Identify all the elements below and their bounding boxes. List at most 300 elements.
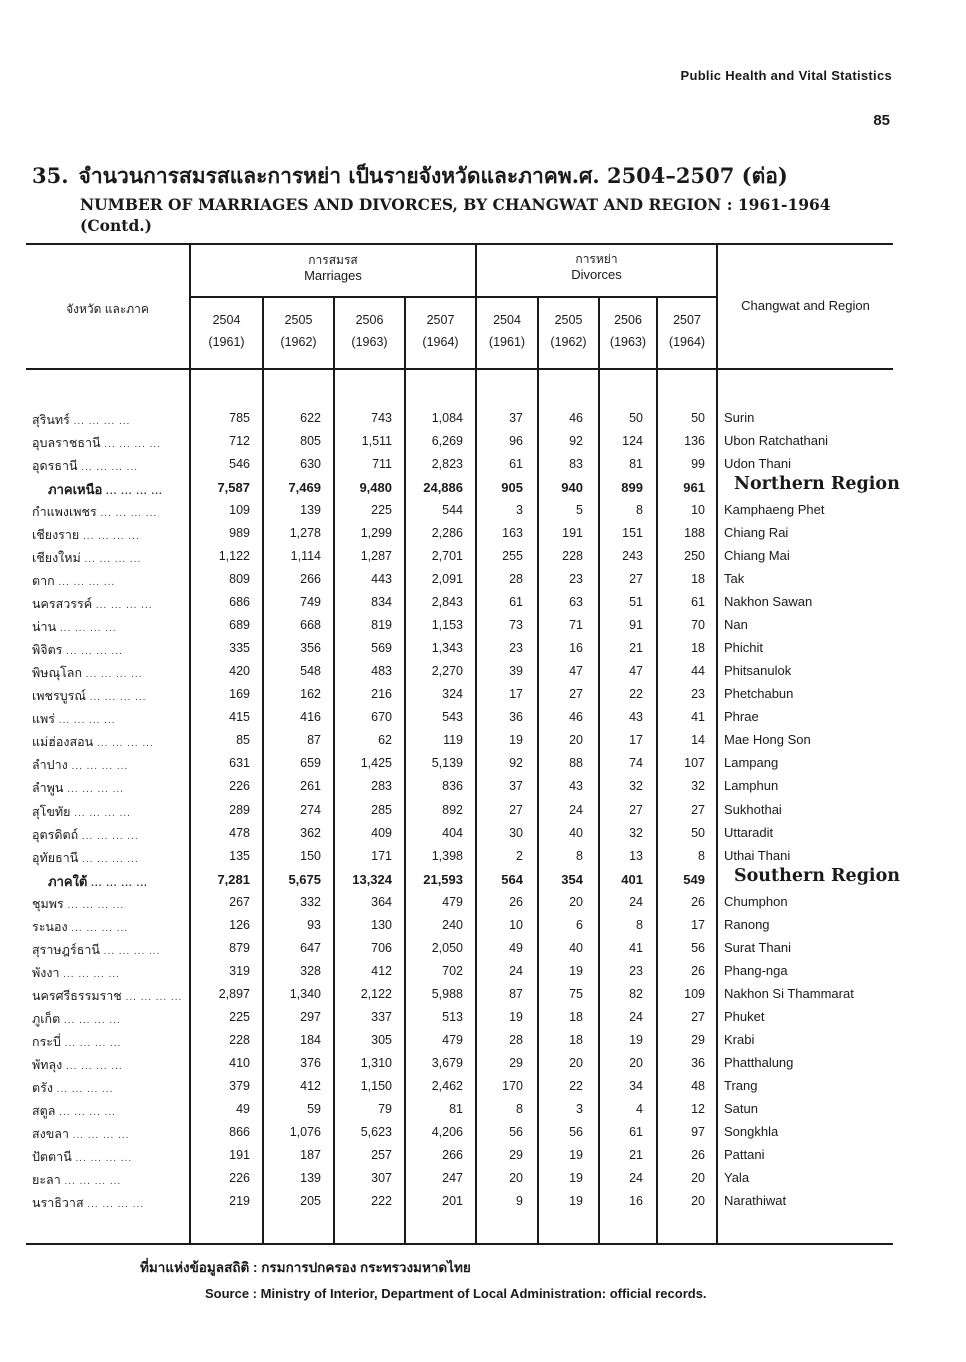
- marriages-header: [191, 253, 475, 284]
- leader-dots: ... ... ... ...: [78, 830, 139, 842]
- marriages-value: 297: [300, 1009, 321, 1024]
- divorces-value: 4: [636, 1101, 643, 1116]
- marriages-value: 630: [300, 457, 321, 472]
- divorces-value: 50: [691, 411, 705, 425]
- marriages-value: 544: [442, 503, 463, 518]
- changwat-name-thai-text: ชุมพร: [32, 896, 64, 911]
- divorces-value: 6: [576, 917, 583, 932]
- marriages-value: 225: [229, 1009, 250, 1024]
- right-stub-header: [718, 298, 893, 314]
- year-header-cell: [191, 310, 262, 354]
- marriages-value: 409: [371, 825, 392, 840]
- changwat-name-thai-text: สุราษฎร์ธานี: [32, 942, 100, 957]
- divorces-value: 97: [691, 1124, 705, 1139]
- leader-dots: ... ... ... ...: [54, 577, 116, 589]
- divorces-value: 961: [683, 480, 705, 496]
- marriages-value: 711: [372, 457, 392, 472]
- divorces-value: 74: [629, 756, 643, 771]
- year-buddhist-era: 2504: [212, 313, 241, 327]
- marriages-value: 805: [300, 434, 321, 449]
- marriages-value: 289: [229, 802, 250, 817]
- changwat-name-thai-text: เพชรบูรณ์: [32, 689, 86, 704]
- changwat-name-thai-text: อุทัยธานี: [32, 850, 79, 865]
- marriages-value: 266: [442, 1147, 463, 1162]
- marriages-value: 2,897: [218, 986, 250, 1001]
- year-common-era: (1963): [351, 334, 388, 349]
- changwat-name-thai: [32, 848, 184, 868]
- changwat-name-thai: [32, 617, 184, 637]
- divorces-value: 96: [509, 434, 523, 449]
- changwat-name-thai: [32, 571, 184, 591]
- leader-dots: ... ... ... ...: [55, 715, 116, 727]
- year-buddhist-era: 2505: [284, 313, 313, 327]
- divorces-value: 63: [569, 595, 583, 610]
- divorces-value: 2: [516, 848, 523, 863]
- marriages-value: 81: [449, 1101, 463, 1116]
- table-row: [26, 545, 893, 568]
- divorces-value: 27: [629, 572, 643, 587]
- divorces-value: 44: [691, 664, 705, 679]
- marriages-value: 184: [300, 1032, 321, 1047]
- marriages-value: 319: [229, 963, 250, 978]
- divorces-value: 41: [629, 940, 643, 955]
- divorces-value: 24: [629, 894, 643, 909]
- year-buddhist-era: 2506: [614, 313, 642, 327]
- leader-dots: ... ... ... ...: [79, 531, 140, 543]
- marriages-value: 305: [371, 1032, 392, 1047]
- changwat-name-thai: [32, 917, 184, 937]
- marriages-value: 3,679: [431, 1055, 463, 1070]
- leader-dots: ... ... ... ...: [55, 1106, 116, 1118]
- divorces-value: 9: [516, 1194, 523, 1209]
- divorces-value: 47: [569, 664, 583, 679]
- divorces-value: 19: [509, 733, 523, 748]
- divorces-value: 899: [621, 480, 643, 496]
- divorces-value: 19: [569, 1147, 583, 1162]
- leader-dots: ... ... ... ...: [63, 784, 124, 796]
- marriages-value: 836: [442, 779, 463, 794]
- changwat-name-thai: [32, 525, 184, 545]
- marriages-value: 410: [229, 1055, 250, 1070]
- table-row: [26, 1144, 893, 1167]
- divorces-value: 43: [569, 779, 583, 794]
- year-buddhist-era: 2506: [355, 313, 384, 327]
- table-row: [26, 1167, 893, 1190]
- divorces-value: 28: [509, 572, 523, 587]
- changwat-name-thai-text: สงขลา: [32, 1126, 69, 1141]
- divorces-value: 401: [621, 871, 643, 887]
- divorces-value: 20: [569, 894, 583, 909]
- divorces-value: 19: [569, 963, 583, 978]
- changwat-name-thai: [32, 1101, 184, 1121]
- divorces-value: 29: [691, 1032, 705, 1047]
- changwat-name-english: Phetchabun: [724, 686, 794, 702]
- marriages-value: 1,084: [431, 411, 463, 425]
- divorces-value: 27: [629, 802, 643, 817]
- table-row: [26, 914, 893, 937]
- table-row: [26, 799, 893, 822]
- changwat-name-thai-text: กระบี่: [32, 1034, 61, 1049]
- changwat-name-english: Phitsanulok: [724, 663, 792, 679]
- marriages-value: 420: [229, 664, 250, 679]
- divorces-value: 26: [509, 894, 523, 909]
- marriages-value: 5,675: [288, 871, 321, 887]
- marriages-value: 2,091: [431, 572, 463, 587]
- divorces-value: 26: [691, 1147, 705, 1162]
- changwat-name-english: Nan: [724, 617, 748, 633]
- changwat-name-thai-text: อุตรดิตถ์: [32, 827, 79, 842]
- marriages-value: 785: [229, 411, 250, 425]
- marriages-value: 93: [307, 917, 321, 932]
- marriages-value: 879: [229, 940, 250, 955]
- divorces-value: 36: [691, 1055, 705, 1070]
- changwat-name-thai-text: ภาคใต้: [48, 873, 88, 889]
- marriages-value: 222: [371, 1194, 392, 1209]
- divorces-value: 20: [691, 1194, 705, 1209]
- marriages-value: 659: [300, 756, 321, 771]
- marriages-value: 546: [229, 457, 250, 472]
- table-row: [26, 752, 893, 775]
- year-common-era: (1964): [422, 334, 459, 349]
- leader-dots: ... ... ... ...: [85, 692, 147, 704]
- page-number: 85: [873, 112, 890, 129]
- year-buddhist-era: 2507: [673, 313, 701, 327]
- leader-dots: ... ... ... ...: [77, 462, 138, 474]
- group-header-rule: [191, 296, 717, 298]
- changwat-name-english: Phatthalung: [724, 1054, 794, 1070]
- divorces-value: 23: [569, 572, 583, 587]
- year-header-cell: [658, 310, 716, 354]
- changwat-name-thai: [32, 410, 184, 430]
- year-common-era: (1964): [668, 334, 706, 349]
- year-header-cell: [264, 310, 333, 354]
- marriages-value: 2,843: [431, 595, 463, 610]
- marriages-value: 135: [229, 848, 250, 863]
- leader-dots: ... ... ... ...: [67, 922, 129, 934]
- marriages-value: 205: [300, 1194, 321, 1209]
- marriages-value: 479: [442, 1032, 463, 1047]
- table-row: [26, 1190, 893, 1213]
- divorces-value: 8: [576, 848, 583, 863]
- marriages-value: 171: [371, 848, 392, 863]
- leader-dots: ... ... ... ...: [78, 853, 139, 865]
- divorces-value: 17: [691, 917, 705, 932]
- divorces-header-thai: การหย่า: [575, 252, 618, 266]
- year-header-cell: [406, 310, 475, 354]
- year-common-era: (1963): [609, 334, 647, 349]
- divorces-value: 51: [629, 595, 643, 610]
- divorces-value: 14: [691, 733, 705, 748]
- marriages-value: 866: [229, 1124, 250, 1139]
- divorces-value: 250: [684, 549, 705, 564]
- divorces-value: 37: [509, 411, 523, 425]
- divorces-value: 22: [569, 1078, 583, 1093]
- divorces-value: 56: [569, 1124, 583, 1139]
- marriages-value: 416: [300, 710, 321, 725]
- divorces-value: 19: [509, 1009, 523, 1024]
- divorces-value: 32: [691, 779, 705, 794]
- marriages-value: 87: [307, 733, 321, 748]
- leader-dots: ... ... ... ...: [87, 877, 148, 889]
- changwat-name-thai-text: พิจิตร: [32, 643, 63, 658]
- changwat-name-thai: [48, 871, 200, 892]
- marriages-value: 1,398: [431, 848, 463, 863]
- marriages-value: 706: [371, 940, 392, 955]
- marriages-value: 2,286: [431, 526, 463, 541]
- marriages-value: 226: [229, 779, 250, 794]
- table-row: [26, 1121, 893, 1144]
- changwat-name-thai-text: ภาคเหนือ: [48, 482, 103, 498]
- stub-header-thai: จังหวัด และภาค: [66, 302, 149, 316]
- divorces-value: 23: [509, 641, 523, 656]
- changwat-name-thai: [48, 479, 200, 500]
- divorces-value: 29: [509, 1055, 523, 1070]
- table-row: [26, 407, 893, 430]
- marriages-value: 2,823: [431, 457, 463, 472]
- source-english: Source : Ministry of Interior, Department of Local Administration: official records.: [205, 1286, 707, 1301]
- divorces-value: 56: [691, 940, 705, 955]
- marriages-value: 1,278: [289, 526, 321, 541]
- marriages-value: 62: [378, 733, 392, 748]
- changwat-name-thai: [32, 1124, 184, 1144]
- changwat-name-english: Phuket: [724, 1008, 765, 1024]
- marriages-value: 335: [229, 641, 250, 656]
- table-row: [26, 983, 893, 1006]
- divorces-value: 18: [569, 1032, 583, 1047]
- marriages-value: 569: [371, 641, 392, 656]
- changwat-name-thai: [32, 1170, 184, 1190]
- changwat-name-english: Ranong: [724, 916, 770, 932]
- changwat-name-english: Nakhon Si Thammarat: [724, 985, 854, 1001]
- title-english: NUMBER OF MARRIAGES AND DIVORCES, BY CHANGWAT AND REGION : 1961-1964: [80, 195, 831, 214]
- table-top-rule: [26, 243, 893, 245]
- marriages-value: 712: [229, 434, 250, 449]
- year-buddhist-era: 2504: [493, 313, 521, 327]
- marriages-value: 219: [229, 1194, 250, 1209]
- changwat-name-thai-text: น่าน: [32, 620, 57, 635]
- marriages-value: 1,114: [290, 549, 321, 564]
- leader-dots: ... ... ... ...: [56, 623, 117, 635]
- changwat-name-english: Narathiwat: [724, 1193, 787, 1209]
- marriages-value: 24,886: [423, 480, 463, 496]
- changwat-name-thai: [32, 802, 184, 822]
- changwat-name-thai: [32, 778, 184, 798]
- changwat-name-thai-text: แม่ฮ่องสอน: [32, 735, 94, 750]
- divorces-value: 71: [569, 618, 583, 633]
- divorces-value: 92: [569, 434, 583, 449]
- changwat-name-thai-text: พิษณุโลก: [32, 666, 83, 681]
- region-row: [26, 865, 900, 891]
- marriages-value: 1,340: [289, 986, 321, 1001]
- changwat-name-english: Yala: [724, 1169, 750, 1185]
- marriages-value: 49: [236, 1101, 250, 1116]
- table-row: [26, 568, 893, 591]
- changwat-name-thai-text: เชียงใหม่: [32, 551, 81, 566]
- changwat-name-thai: [32, 1147, 184, 1167]
- divorces-value: 75: [569, 986, 583, 1001]
- divorces-value: 21: [629, 1147, 643, 1162]
- running-header: Public Health and Vital Statistics: [680, 68, 892, 83]
- marriages-value: 228: [229, 1032, 250, 1047]
- table-row: [26, 637, 893, 660]
- marriages-value: 362: [300, 825, 321, 840]
- marriages-value: 13,324: [352, 871, 392, 887]
- changwat-name-thai: [32, 433, 184, 453]
- changwat-name-thai: [32, 1193, 184, 1213]
- table-row: [26, 1098, 893, 1121]
- marriages-value: 9,480: [359, 480, 392, 496]
- divorces-value: 107: [684, 756, 705, 771]
- divorces-value: 46: [569, 411, 583, 425]
- divorces-value: 191: [562, 526, 583, 541]
- divorces-value: 26: [691, 894, 705, 909]
- divorces-value: 29: [509, 1147, 523, 1162]
- marriages-value: 2,050: [431, 940, 463, 955]
- leader-dots: ... ... ... ...: [96, 508, 158, 520]
- marriages-value: 226: [229, 1170, 250, 1185]
- marriages-value: 85: [236, 733, 250, 748]
- divorces-value: 27: [691, 1009, 705, 1024]
- marriages-value: 2,462: [431, 1078, 463, 1093]
- divorces-value: 82: [629, 986, 643, 1001]
- changwat-name-english: Surat Thani: [724, 939, 791, 955]
- changwat-name-thai-text: กำแพงเพชร: [32, 505, 97, 520]
- divorces-value: 5: [576, 503, 583, 518]
- table-row: [26, 1052, 893, 1075]
- changwat-name-thai-text: สุโขทัย: [32, 804, 71, 819]
- marriages-value: 21,593: [423, 871, 463, 887]
- divorces-value: 24: [629, 1009, 643, 1024]
- marriages-value: 412: [371, 963, 392, 978]
- year-common-era: (1961): [488, 334, 526, 349]
- divorces-value: 37: [509, 779, 523, 794]
- statistics-table: [26, 243, 900, 1246]
- divorces-value: 27: [509, 802, 523, 817]
- changwat-name-english: Krabi: [724, 1031, 755, 1047]
- changwat-name-thai: [32, 894, 184, 914]
- divorces-value: 3: [516, 503, 523, 518]
- marriages-value: 2,270: [431, 664, 463, 679]
- table-row: [26, 683, 893, 706]
- changwat-name-english: Phrae: [724, 709, 759, 725]
- divorces-value: 20: [691, 1170, 705, 1185]
- marriages-value: 283: [371, 779, 392, 794]
- leader-dots: ... ... ... ...: [68, 1129, 130, 1141]
- leader-dots: ... ... ... ...: [67, 761, 129, 773]
- changwat-name-english: Phang-nga: [724, 962, 788, 978]
- table-row: [26, 937, 893, 960]
- divorces-value: 19: [629, 1032, 643, 1047]
- marriages-value: 79: [378, 1101, 392, 1116]
- changwat-name-thai: [32, 1078, 184, 1098]
- year-header-cell: [600, 310, 656, 354]
- marriages-value: 130: [371, 917, 392, 932]
- marriages-value: 150: [300, 848, 321, 863]
- divorces-value: 8: [636, 503, 643, 518]
- marriages-value: 247: [442, 1170, 463, 1185]
- marriages-value: 689: [229, 618, 250, 633]
- divorces-value: 27: [569, 687, 583, 702]
- divorces-value: 17: [629, 733, 643, 748]
- changwat-name-thai-text: ลำปาง: [32, 758, 68, 773]
- changwat-name-english: Uthai Thani: [724, 847, 791, 863]
- marriages-value: 216: [371, 687, 392, 702]
- year-common-era: (1962): [280, 334, 317, 349]
- divorces-value: 61: [629, 1124, 643, 1139]
- marriages-value: 7,281: [217, 871, 250, 887]
- changwat-name-thai: [32, 755, 184, 775]
- table-bottom-rule: [26, 1243, 893, 1245]
- marriages-value: 191: [229, 1147, 250, 1162]
- changwat-name-thai: [32, 963, 184, 983]
- marriages-value: 337: [371, 1009, 392, 1024]
- marriages-value: 668: [300, 618, 321, 633]
- marriages-value: 5,988: [431, 986, 463, 1001]
- table-row: [26, 891, 893, 914]
- marriages-value: 307: [371, 1170, 392, 1185]
- changwat-name-thai-text: แพร่: [32, 712, 56, 727]
- divorces-value: 136: [684, 434, 705, 449]
- leader-dots: ... ... ... ...: [52, 1083, 114, 1095]
- table-row: [26, 845, 893, 868]
- marriages-value: 332: [300, 894, 321, 909]
- changwat-name-thai: [32, 709, 184, 729]
- divorces-value: 34: [629, 1078, 643, 1093]
- table-row: [26, 453, 893, 476]
- marriages-value: 59: [307, 1101, 321, 1116]
- marriages-value: 622: [300, 411, 321, 425]
- marriages-value: 119: [443, 733, 463, 748]
- changwat-name-thai: [32, 686, 184, 706]
- year-buddhist-era: 2507: [426, 313, 455, 327]
- marriages-header-english: Marriages: [304, 268, 362, 283]
- divorces-value: 91: [629, 618, 643, 633]
- marriages-value: 989: [229, 526, 250, 541]
- divorces-value: 23: [629, 963, 643, 978]
- leader-dots: ... ... ... ...: [60, 1014, 121, 1026]
- marriages-value: 702: [442, 963, 463, 978]
- divorces-value: 36: [509, 710, 523, 725]
- marriages-value: 1,310: [360, 1055, 392, 1070]
- marriages-value: 201: [442, 1194, 463, 1209]
- changwat-name-english: Chiang Mai: [724, 548, 790, 564]
- year-common-era: (1961): [208, 334, 245, 349]
- marriages-value: 404: [442, 825, 463, 840]
- divorces-value: 18: [691, 572, 705, 587]
- marriages-value: 415: [229, 710, 250, 725]
- region-name-english: Northern Region: [734, 474, 900, 495]
- changwat-name-english: Lampang: [724, 755, 779, 771]
- marriages-value: 743: [371, 411, 392, 425]
- divorces-value: 24: [629, 1170, 643, 1185]
- divorces-value: 19: [569, 1170, 583, 1185]
- table-row: [26, 614, 893, 637]
- marriages-value: 543: [442, 710, 463, 725]
- marriages-value: 274: [300, 802, 321, 817]
- marriages-value: 1,153: [431, 618, 463, 633]
- changwat-name-english: Phichit: [724, 640, 764, 656]
- divorces-value: 83: [569, 457, 583, 472]
- marriages-value: 240: [442, 917, 463, 932]
- divorces-value: 73: [509, 618, 523, 633]
- divorces-value: 20: [509, 1170, 523, 1185]
- divorces-value: 940: [561, 480, 583, 496]
- changwat-name-english: Mae Hong Son: [724, 732, 811, 748]
- divorces-value: 124: [622, 434, 643, 449]
- table-row: [26, 522, 893, 545]
- marriages-value: 1,511: [361, 434, 392, 449]
- marriages-value: 4,206: [431, 1124, 463, 1139]
